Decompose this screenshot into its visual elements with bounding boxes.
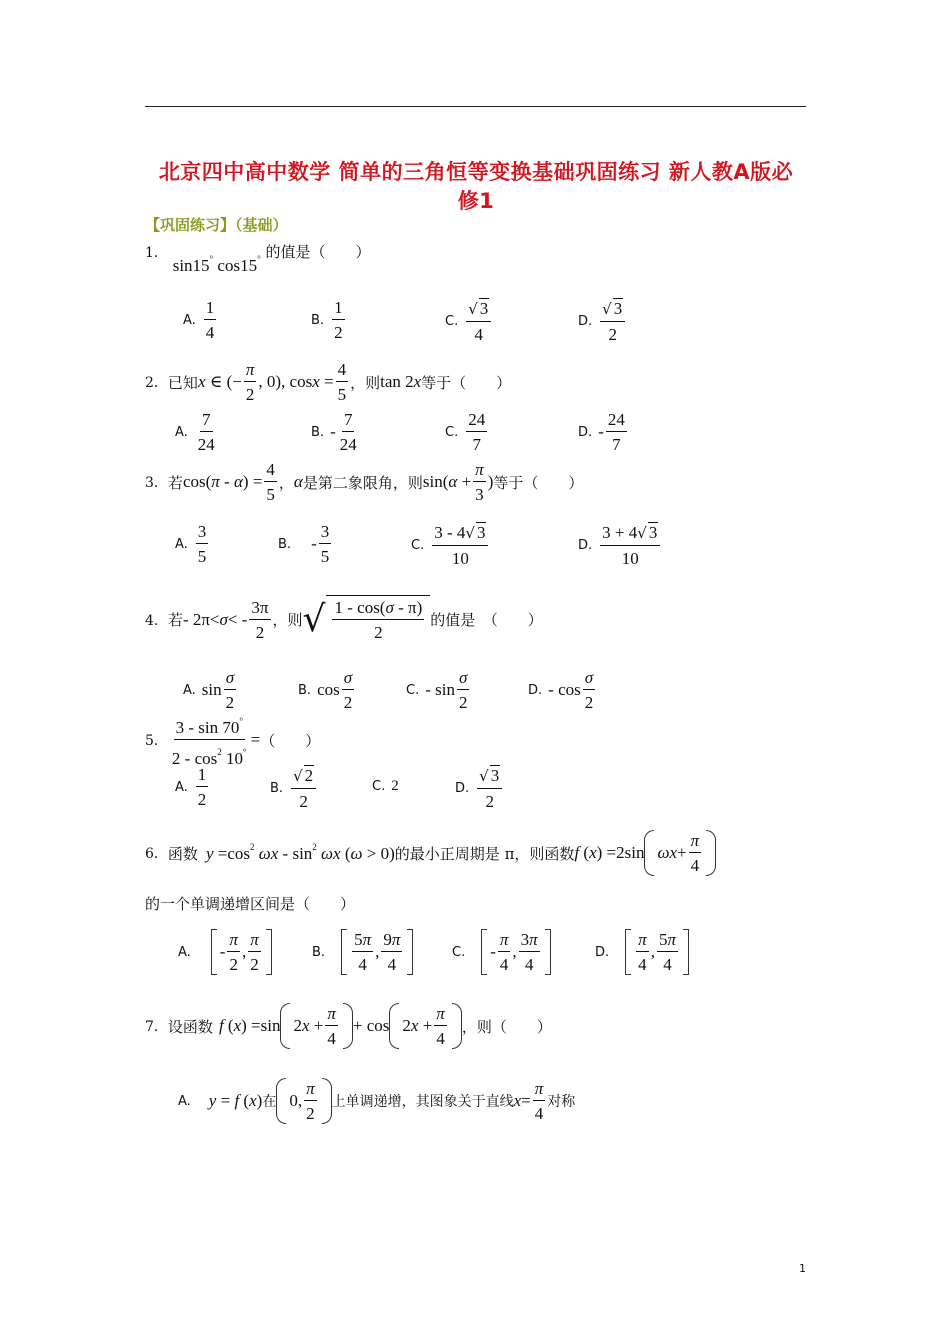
option-d: D. $\frac{√ 3}{2}$ (455, 765, 504, 811)
option-d: D. $\frac{3 + 4√ 3}{10}$ (578, 522, 662, 568)
page-number: 1 (799, 1262, 806, 1275)
option-c: C. - $\frac{\pi}{4}$ , $\frac{3\pi}{4}$ (452, 929, 551, 975)
option-c: C. $\frac{√ 3}{4}$ (445, 298, 493, 344)
question-2: 2． 已知 x ∈ (− $\frac{\pi}{2}$ , 0), cosx = $\frac{4}{5}$ ，则 tan 2x 等于（ ） (145, 360, 512, 404)
option-a: A. sin $\frac{\sigma}{2}$ (183, 668, 235, 712)
option-c: C. $\frac{3 - 4√ 3}{10}$ (411, 522, 490, 568)
option-b: B. - $\frac{7}{24}$ (311, 410, 357, 454)
document-title (140, 158, 812, 216)
question-7: 7． 设函数 f (x) =sin 2x + $\frac{\pi}{4}$ + cos 2x + $\frac{\pi}{4}$ ，则（ ） (145, 1004, 552, 1048)
title-line-1: 北京四中高中数学 简单的三角恒等变换基础巩固练习 新人教A版必 (158, 160, 794, 184)
option-a: A. $\frac{1}{4}$ (183, 298, 215, 342)
question-3: 3． 若 cos(π - α) = $\frac{4}{5}$ ， α 是第二象限角，则 sin(α + $\frac{\pi}{3}$ ) 等于（ ） (145, 460, 584, 504)
option-a: A. y = f (x) 在 0, $\frac{\pi}{2}$ 上单调递增，其图象关于直线 x = $\frac{\pi}{4}$ 对称 (178, 1079, 576, 1123)
option-c: C. - sin $\frac{\sigma}{2}$ (406, 668, 468, 712)
option-a: A. $\frac{1}{2}$ (175, 765, 207, 809)
option-b: B. - $\frac{3}{5}$ (278, 522, 330, 566)
header-rule (145, 106, 806, 107)
option-a: A. $\frac{3}{5}$ (175, 522, 207, 566)
section-heading: 【巩固练习】（基础） (145, 216, 288, 234)
question-4: 4． 若 - 2π<σ< - $\frac{3\pi}{2}$ ，则 √ $\frac{1 - \cos(\sigma - \pi)}{2}$ 的值是 （ ） (145, 595, 543, 644)
option-a: A. $\frac{7}{24}$ (175, 410, 215, 454)
question-6: 6． 函数 $y =\cos^2$ ωx - $\sin^2 \omega x$ (ω > 0) 的最小正周期是 π，则函数 f (x) =2sin ωx + $\frac{\pi}{4}$ (145, 830, 716, 876)
question-6-line-2: 的一个单调递增区间是（ ） (145, 895, 356, 913)
math-expression: sin15° cos15° (172, 254, 261, 275)
option-b: B. $\frac{√ 2}{2}$ (270, 765, 318, 811)
question-text: 的值是（ ） (265, 243, 371, 261)
option-d: D. $\frac{√ 3}{2}$ (578, 298, 627, 344)
question-1 (145, 240, 371, 275)
option-a: A. - $\frac{\pi}{2}$ , $\frac{\pi}{2}$ (178, 929, 272, 975)
option-d: D. $\frac{\pi}{4}$ , $\frac{5\pi}{4}$ (595, 929, 689, 975)
option-c: C. 2 (372, 778, 399, 794)
option-c: C. $\frac{24}{7}$ (445, 410, 486, 454)
question-5: 5． $\frac{3 - \sin 70^\circ}{2 - \cos^2 10^\circ}$ = （ ） (145, 712, 320, 768)
option-b: B. $\frac{1}{2}$ (311, 298, 343, 342)
option-d: D. - $\frac{24}{7}$ (578, 410, 625, 454)
option-b: B. $\frac{5\pi}{4}$ , $\frac{9\pi}{4}$ (312, 929, 413, 975)
math-expression: x ∈ (− (197, 372, 242, 391)
title-line-2: 修1 (457, 189, 495, 213)
question-number: 1． (145, 245, 168, 261)
option-d: D. - cos $\frac{\sigma}{2}$ (528, 668, 594, 712)
option-b: B. cos $\frac{\sigma}{2}$ (298, 668, 353, 712)
